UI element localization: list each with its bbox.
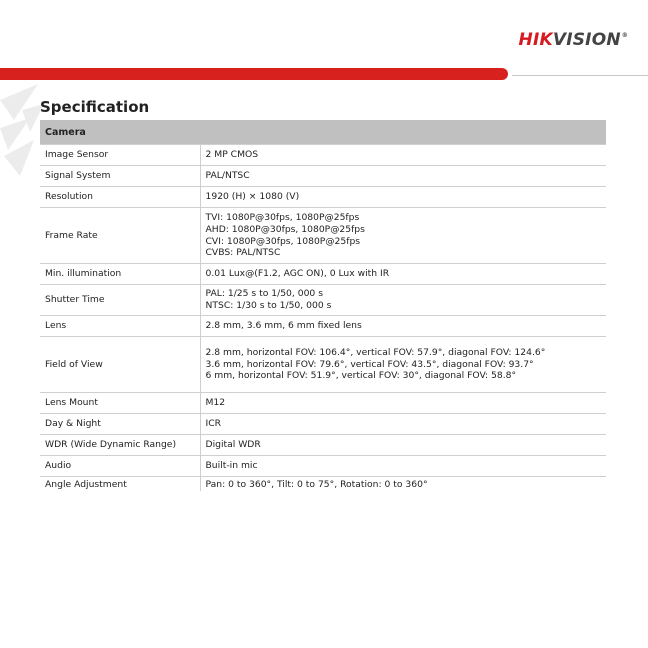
- spec-value-line: 2.8 mm, 3.6 mm, 6 mm fixed lens: [205, 320, 362, 332]
- spec-value: [200, 316, 606, 337]
- spec-value-line: CVBS: PAL/NTSC: [205, 247, 281, 259]
- spec-label: Resolution: [40, 187, 200, 208]
- table-row: [40, 414, 606, 435]
- spec-value: [200, 393, 606, 414]
- section-header: Camera: [40, 120, 606, 145]
- brand-logo: [519, 30, 628, 50]
- table-row: [40, 435, 606, 456]
- spec-value: [200, 337, 606, 393]
- spec-value: [200, 477, 606, 492]
- spec-value-line: PAL: 1/25 s to 1/50, 000 s: [205, 288, 323, 300]
- table-row: [40, 166, 606, 187]
- spec-value-line: PAL/NTSC: [205, 170, 250, 182]
- table-row: [40, 145, 606, 166]
- spec-label: Angle Adjustment: [40, 477, 200, 492]
- spec-value: [200, 145, 606, 166]
- section-header-row: [40, 120, 606, 145]
- spec-value-line: 3.6 mm, horizontal FOV: 79.6°, vertical FOV: 43.5°, diagonal FOV: 93.7°: [205, 358, 534, 370]
- table-row: [40, 208, 606, 264]
- spec-label: Lens Mount: [40, 393, 200, 414]
- spec-value-line: 1920 (H) × 1080 (V): [205, 191, 300, 203]
- table-row: [40, 285, 606, 316]
- spec-table: [40, 120, 606, 491]
- spec-value: [200, 435, 606, 456]
- spec-value-line: TVI: 1080P@30fps, 1080P@25fps: [205, 212, 360, 224]
- table-row: [40, 264, 606, 285]
- divider-line: [512, 75, 648, 76]
- spec-value: [200, 166, 606, 187]
- accent-bar: [0, 68, 508, 80]
- spec-label: Image Sensor: [40, 145, 200, 166]
- spec-value: [200, 208, 606, 264]
- spec-label: Signal System: [40, 166, 200, 187]
- table-row: [40, 393, 606, 414]
- brand-name-grey: VISION: [552, 30, 621, 50]
- spec-value: [200, 414, 606, 435]
- table-row: [40, 477, 606, 492]
- spec-label: Lens: [40, 316, 200, 337]
- spec-value-line: NTSC: 1/30 s to 1/50, 000 s: [205, 300, 332, 311]
- spec-label: Min. illumination: [40, 264, 200, 285]
- spec-label: WDR (Wide Dynamic Range): [40, 435, 200, 456]
- spec-value-line: ICR: [205, 418, 222, 430]
- page-title: Specification: [40, 98, 150, 116]
- spec-value-line: 2 MP CMOS: [205, 149, 259, 161]
- spec-value: [200, 285, 606, 316]
- brand-name-red: HIK: [518, 30, 553, 50]
- spec-value-line: Pan: 0 to 360°, Tilt: 0 to 75°, Rotation: 0 to 360°: [205, 479, 428, 491]
- table-row: [40, 187, 606, 208]
- spec-value-line: M12: [205, 397, 226, 409]
- spec-value-line: Built-in mic: [205, 460, 258, 472]
- spec-label: Audio: [40, 456, 200, 477]
- spec-label: Shutter Time: [40, 285, 200, 316]
- spec-value-line: 2.8 mm, horizontal FOV: 106.4°, vertical FOV: 57.9°, diagonal FOV: 124.6°: [205, 347, 546, 359]
- table-row: [40, 337, 606, 393]
- spec-value-line: Digital WDR: [205, 439, 261, 451]
- spec-value-line: 6 mm, horizontal FOV: 51.9°, vertical FOV: 30°, diagonal FOV: 58.8°: [205, 370, 517, 382]
- spec-value: [200, 456, 606, 477]
- spec-label: Frame Rate: [40, 208, 200, 264]
- spec-value-line: AHD: 1080P@30fps, 1080P@25fps: [205, 223, 365, 235]
- spec-label: Field of View: [40, 337, 200, 393]
- table-row: [40, 316, 606, 337]
- spec-value: [200, 187, 606, 208]
- spec-value-line: 0.01 Lux@(F1.2, AGC ON), 0 Lux with IR: [205, 268, 390, 280]
- trademark-mark: ®: [621, 32, 628, 39]
- spec-label: Day & Night: [40, 414, 200, 435]
- table-row: [40, 456, 606, 477]
- spec-body: [40, 145, 606, 492]
- spec-value-line: CVI: 1080P@30fps, 1080P@25fps: [205, 235, 361, 247]
- spec-value: [200, 264, 606, 285]
